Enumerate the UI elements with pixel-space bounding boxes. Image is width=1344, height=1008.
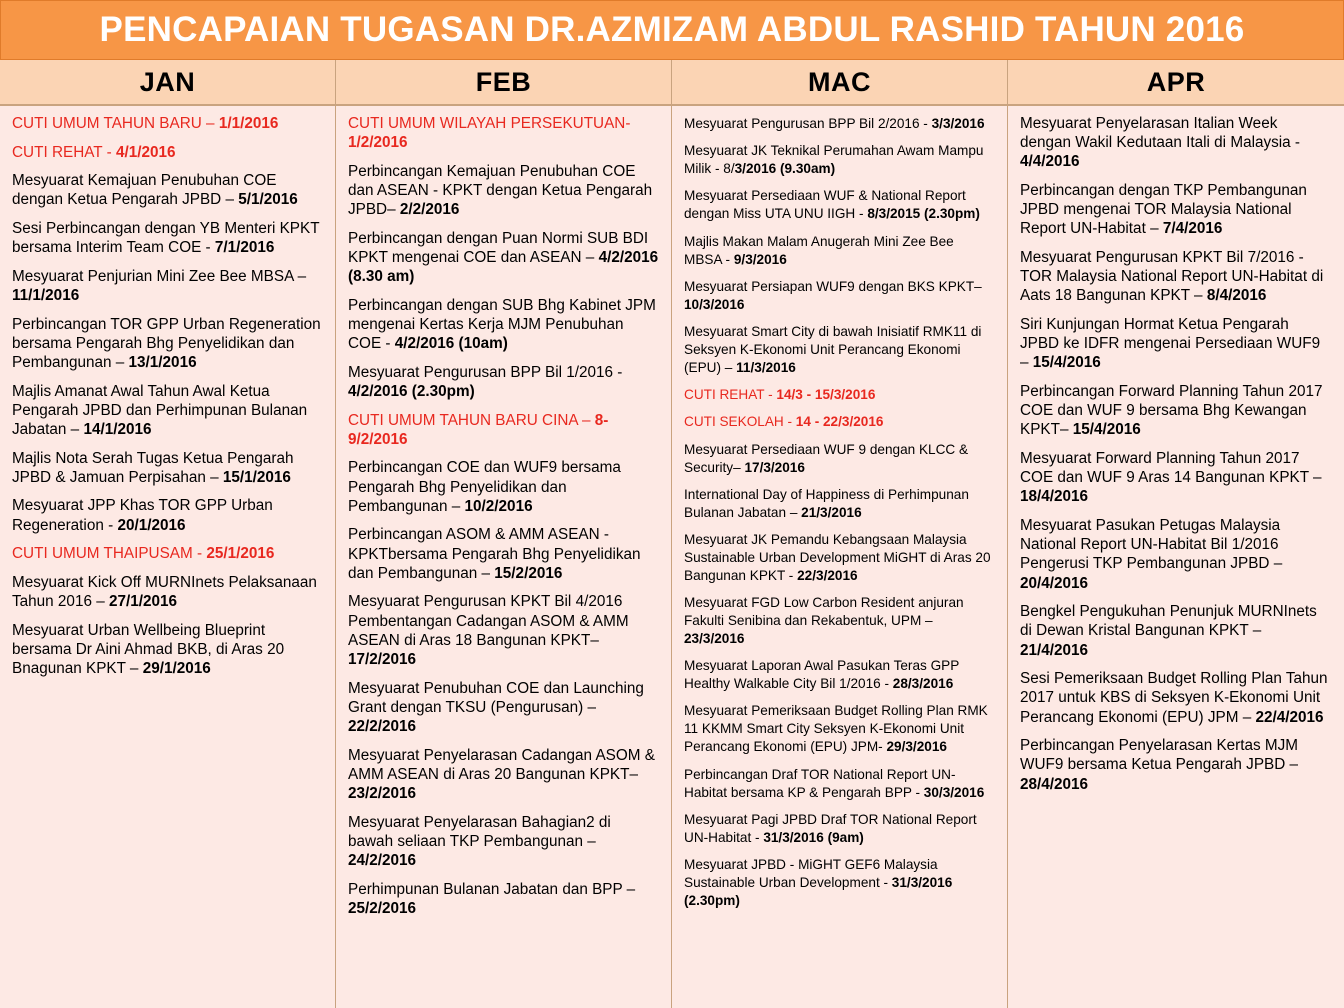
entry-date: 11/3/2016 (736, 359, 796, 375)
entry-date: 1/2/2016 (348, 134, 408, 152)
activity-entry (684, 856, 995, 910)
entry-text: Mesyuarat Pengurusan KPKT Bil 4/2016 Pembentangan Cadangan ASOM & AMM ASEAN di Aras 18 Bangunan KPKT– (348, 593, 629, 649)
holiday-entry (348, 411, 659, 449)
entry-text: Perbincangan dengan Puan Normi SUB BDI KPKT mengenai COE dan ASEAN – (348, 229, 649, 266)
activity-entry (684, 142, 995, 178)
entry-date: 3/3/2016 (931, 116, 985, 131)
activity-entry (348, 525, 659, 583)
activity-entry (1020, 382, 1332, 440)
activity-entry (348, 746, 659, 804)
entry-date: 31/3/2016 (2.30pm) (684, 875, 953, 908)
entry-text: Perbincangan TOR GPP Urban Regeneration bersama Pengarah Bhg Penyelidikan dan Pembangunan – (12, 315, 321, 371)
entry-date: 31/3/2016 (9am) (763, 829, 864, 845)
holiday-entry (12, 114, 323, 133)
entry-date: 9/3/2016 (733, 251, 787, 267)
entry-text: Mesyuarat Pengurusan KPKT Bil 7/2016 - TOR Malaysia National Report UN-Habitat di Aats 18 Bangunan KPKT – (1020, 249, 1324, 305)
entry-date: 24/2/2016 (348, 852, 417, 869)
entry-text: Mesyuarat Urban Wellbeing Blueprint bersama Dr Aini Ahmad BKB, di Aras 20 Bnagunan KPKT – (12, 621, 285, 677)
month-column-jan (0, 106, 336, 1008)
entry-text: Mesyuarat Persediaan WUF & National Report dengan Miss UTA UNU IIGH - (684, 188, 966, 222)
entry-text: Perbincangan dengan SUB Bhg Kabinet JPM mengenai Kertas Kerja MJM Penubuhan COE - (348, 296, 656, 353)
entry-date: 14/1/2016 (83, 420, 152, 438)
month-header-apr: APR (1008, 60, 1344, 106)
entry-date: 27/1/2016 (108, 592, 178, 610)
entry-date: 23/3/2016 (684, 631, 745, 647)
activity-entry (12, 267, 323, 305)
activity-entry (684, 323, 995, 377)
entry-date: 2/2/2016 (399, 201, 460, 219)
holiday-entry (684, 386, 995, 404)
activity-entry (1020, 516, 1332, 593)
month-column-feb (336, 106, 672, 1008)
entry-text: Mesyuarat Persediaan WUF 9 dengan KLCC & Security– (684, 441, 969, 475)
activity-entry (12, 496, 323, 534)
activity-entry (348, 229, 659, 287)
holiday-entry (12, 143, 323, 162)
entry-text: Mesyuarat Smart City di bawah Inisiatif RMK11 di Seksyen K-Ekonomi Unit Perancang Ekonomi (EPU) – (684, 323, 982, 375)
activity-entry (12, 449, 323, 487)
entry-text: Perbincangan Penyelarasan Kertas MJM WUF9 bersama Ketua Pengarah JPBD – (1020, 737, 1299, 774)
entry-date: 15/4/2016 (1032, 354, 1101, 372)
entry-date: 15/4/2016 (1072, 421, 1141, 439)
entry-text: Mesyuarat Kemajuan Penubuhan COE dengan Ketua Pengarah JPBD – (12, 172, 277, 209)
month-header-jan: JAN (0, 60, 336, 106)
entry-text: Siri Kunjungan Hormat Ketua Pengarah JPBD ke IDFR mengenai Persediaan WUF9 – (1020, 316, 1321, 372)
entry-text: Mesyuarat Forward Planning Tahun 2017 COE dan WUF 9 Aras 14 Bangunan KPKT – (1020, 450, 1322, 487)
activity-entry (348, 592, 659, 669)
entry-text: CUTI UMUM WILAYAH PERSEKUTUAN- (348, 115, 631, 132)
entry-date: 29/1/2016 (142, 659, 211, 677)
entry-date: 4/4/2016 (1020, 153, 1080, 171)
entry-text: Perbincangan COE dan WUF9 bersama Pengarah Bhg Penyelidikan dan Pembangunan – (348, 459, 621, 515)
entry-date: 23/2/2016 (348, 785, 417, 802)
activity-entry (684, 811, 995, 847)
activity-entry (348, 162, 659, 220)
activity-entry (684, 657, 995, 693)
entry-text: Mesyuarat Penubuhan COE dan Launching Grant dengan TKSU (Pengurusan) – (348, 679, 644, 716)
month-header-mac: MAC (672, 60, 1008, 106)
entry-text: Perbincangan dengan TKP Pembangunan JPBD mengenai TOR Malaysia National Report UN-Habitat – (1020, 182, 1307, 238)
entry-date: 11/1/2016 (12, 286, 80, 304)
entry-date: 17/3/2016 (744, 459, 805, 475)
entry-text: Mesyuarat Penyelarasan Cadangan ASOM & AMM ASEAN di Aras 20 Bangunan KPKT– (348, 746, 655, 783)
entry-date: 22/2/2016 (348, 718, 417, 735)
entry-date: 21/4/2016 (1020, 641, 1089, 659)
entry-date: 20/4/2016 (1020, 574, 1089, 592)
entry-text: Sesi Pemeriksaan Budget Rolling Plan Tahun 2017 untuk KBS di Seksyen K-Ekonomi Unit Perancang Ekonomi (EPU) JPM – (1020, 670, 1328, 726)
entry-text: Mesyuarat FGD Low Carbon Resident anjuran Fakulti Senibina dan Rekabentuk, UPM – (684, 595, 964, 629)
entry-text: Mesyuarat Penyelarasan Italian Week dengan Wakil Kedutaan Itali di Malaysia - (1020, 115, 1301, 152)
entry-date: 8-9/2/2016 (348, 411, 609, 448)
activity-entry (348, 363, 659, 401)
activity-entry (1020, 449, 1332, 507)
entry-date: 17/2/2016 (348, 651, 417, 668)
entry-text: Perhimpunan Bulanan Jabatan dan BPP – (348, 880, 636, 898)
entry-date: 21/3/2016 (801, 504, 862, 520)
entry-date: 20/1/2016 (117, 516, 186, 534)
entry-date: 10/2/2016 (464, 497, 533, 515)
entry-text: CUTI SEKOLAH - (684, 414, 796, 430)
entry-date: 4/1/2016 (115, 143, 176, 161)
holiday-entry (12, 544, 323, 563)
entry-text: Mesyuarat JK Teknikal Perumahan Awam Mampu Milik - 8/ (684, 143, 984, 177)
entry-date: 3/2016 (9.30am) (734, 161, 836, 177)
entry-date: 25/2/2016 (348, 899, 417, 917)
entry-text: CUTI UMUM TAHUN BARU CINA – (348, 411, 595, 429)
activity-entry (348, 296, 659, 354)
title-bar (0, 0, 1344, 60)
activity-entry (348, 880, 659, 918)
entry-text: Mesyuarat Pengurusan BPP Bil 1/2016 - (348, 363, 623, 381)
activity-entry (1020, 736, 1332, 794)
entry-date: 28/3/2016 (892, 676, 954, 692)
entry-date: 14 - 22/3/2016 (795, 414, 884, 430)
entry-date: 4/2/2016 (10am) (394, 335, 508, 353)
entry-text: Perbincangan Draf TOR National Report UN-Habitat bersama KP & Pengarah BPP - (684, 766, 956, 800)
entry-date: 28/4/2016 (1020, 775, 1089, 793)
activity-entry (1020, 248, 1332, 306)
entry-text: Perbincangan Kemajuan Penubuhan COE dan ASEAN - KPKT dengan Ketua Pengarah JPBD– (348, 162, 653, 219)
activity-entry (684, 233, 995, 269)
activity-entry (684, 187, 995, 223)
activity-entry (684, 594, 995, 648)
entry-text: CUTI REHAT - (12, 143, 116, 161)
entry-text: Mesyuarat Pasukan Petugas Malaysia National Report UN-Habitat Bil 1/2016 Pengerusi TKP Pembangunan JPBD – (1020, 517, 1283, 573)
entry-date: 8/4/2016 (1206, 287, 1267, 305)
page-title: PENCAPAIAN TUGASAN DR.AZMIZAM ABDUL RASHID TAHUN 2016 (99, 10, 1245, 49)
activity-entry (348, 813, 659, 871)
entry-date: 22/3/2016 (797, 567, 858, 583)
entry-date: 4/2/2016 (8.30 am) (348, 249, 659, 286)
entry-text: CUTI REHAT - (684, 387, 777, 403)
entry-date: 4/2/2016 (2.30pm) (348, 383, 475, 400)
activity-entry (348, 679, 659, 737)
entry-date: 13/1/2016 (128, 353, 197, 371)
entry-text: Majlis Amanat Awal Tahun Awal Ketua Pengarah JPBD dan Perhimpunan Bulanan Jabatan – (12, 382, 308, 438)
activity-entry (12, 621, 323, 679)
activity-entry (684, 531, 995, 585)
schedule-table (0, 60, 1344, 1008)
entry-date: 5/1/2016 (238, 191, 298, 209)
entry-text: CUTI UMUM TAHUN BARU – (12, 115, 219, 132)
activity-entry (1020, 669, 1332, 727)
entry-date: 25/1/2016 (206, 545, 275, 563)
activity-entry (684, 702, 995, 756)
activity-entry (684, 441, 995, 477)
entry-date: 29/3/2016 (886, 739, 947, 755)
activity-entry (684, 278, 995, 314)
entry-date: 15/2/2016 (494, 564, 563, 582)
activity-entry (1020, 114, 1332, 172)
entry-text: Perbincangan Forward Planning Tahun 2017 COE dan WUF 9 bersama Bhg Kewangan KPKT– (1020, 383, 1323, 439)
entry-text: Majlis Makan Malam Anugerah Mini Zee Bee MBSA - (684, 233, 954, 267)
activity-entry (348, 458, 659, 516)
holiday-entry (684, 413, 995, 431)
entry-text: Mesyuarat Penjurian Mini Zee Bee MBSA – (12, 267, 307, 285)
entry-text: Mesyuarat JK Pemandu Kebangsaan Malaysia Sustainable Urban Development MiGHT di Aras 20 Bangunan KPKT - (684, 531, 991, 583)
entry-text: International Day of Happiness di Perhimpunan Bulanan Jabatan – (684, 486, 969, 520)
entry-date: 18/4/2016 (1020, 488, 1089, 506)
entry-text: Mesyuarat Laporan Awal Pasukan Teras GPP Healthy Walkable City Bil 1/2016 - (684, 658, 960, 692)
entry-text: Majlis Nota Serah Tugas Ketua Pengarah JPBD & Jamuan Perpisahan – (12, 449, 294, 486)
entry-date: 22/4/2016 (1255, 708, 1324, 726)
entry-text: Mesyuarat JPBD - MiGHT GEF6 Malaysia Sustainable Urban Development - (684, 857, 938, 890)
activity-entry (12, 315, 323, 373)
month-header-feb: FEB (336, 60, 672, 106)
entry-text: CUTI UMUM THAIPUSAM - (12, 545, 207, 563)
activity-entry (684, 115, 995, 133)
entry-text: Mesyuarat Pemeriksaan Budget Rolling Plan RMK 11 KKMM Smart City Seksyen K-Ekonomi Unit Perancang Ekonomi (EPU) JPM- (684, 703, 988, 755)
entry-text: Bengkel Pengukuhan Penunjuk MURNInets di Dewan Kristal Bangunan KPKT – (1020, 603, 1317, 640)
activity-entry (1020, 181, 1332, 239)
entry-text: Sesi Perbincangan dengan YB Menteri KPKT bersama Interim Team COE - (12, 219, 320, 257)
entry-text: Mesyuarat Kick Off MURNInets Pelaksanaan Tahun 2016 – (12, 573, 317, 610)
entry-date: 10/3/2016 (684, 296, 745, 312)
entry-date: 7/4/2016 (1162, 220, 1223, 238)
entry-text: Mesyuarat Persiapan WUF9 dengan BKS KPKT– (684, 278, 982, 294)
entry-text: Perbincangan ASOM & AMM ASEAN - KPKTbersama Pengarah Bhg Penyelidikan dan Pembangunan – (348, 526, 641, 582)
activity-entry (1020, 315, 1332, 373)
entry-date: 15/1/2016 (222, 468, 291, 486)
entry-date: 30/3/2016 (923, 784, 985, 800)
entry-text: Mesyuarat Penyelarasan Bahagian2 di bawah seliaan TKP Pembangunan – (348, 813, 611, 850)
activity-entry (684, 766, 995, 802)
activity-entry (1020, 602, 1332, 660)
activity-entry (12, 171, 323, 209)
activity-entry (12, 382, 323, 440)
activity-entry (684, 486, 995, 522)
month-column-mac (672, 106, 1008, 1008)
entry-date: 14/3 - 15/3/2016 (776, 387, 876, 403)
activity-entry (12, 573, 323, 611)
entry-text: Mesyuarat Pengurusan BPP Bil 2/2016 - (684, 116, 932, 131)
month-column-apr (1008, 106, 1344, 1008)
entry-date: 1/1/2016 (218, 115, 279, 132)
entry-text: Mesyuarat JPP Khas TOR GPP Urban Regeneration - (12, 497, 273, 534)
holiday-entry (348, 114, 659, 152)
entry-date: 8/3/2015 (2.30pm) (867, 206, 980, 222)
entry-text: Mesyuarat Pagi JPBD Draf TOR National Report UN-Habitat - (684, 811, 977, 845)
activity-entry (12, 219, 323, 257)
entry-date: 7/1/2016 (214, 239, 275, 257)
